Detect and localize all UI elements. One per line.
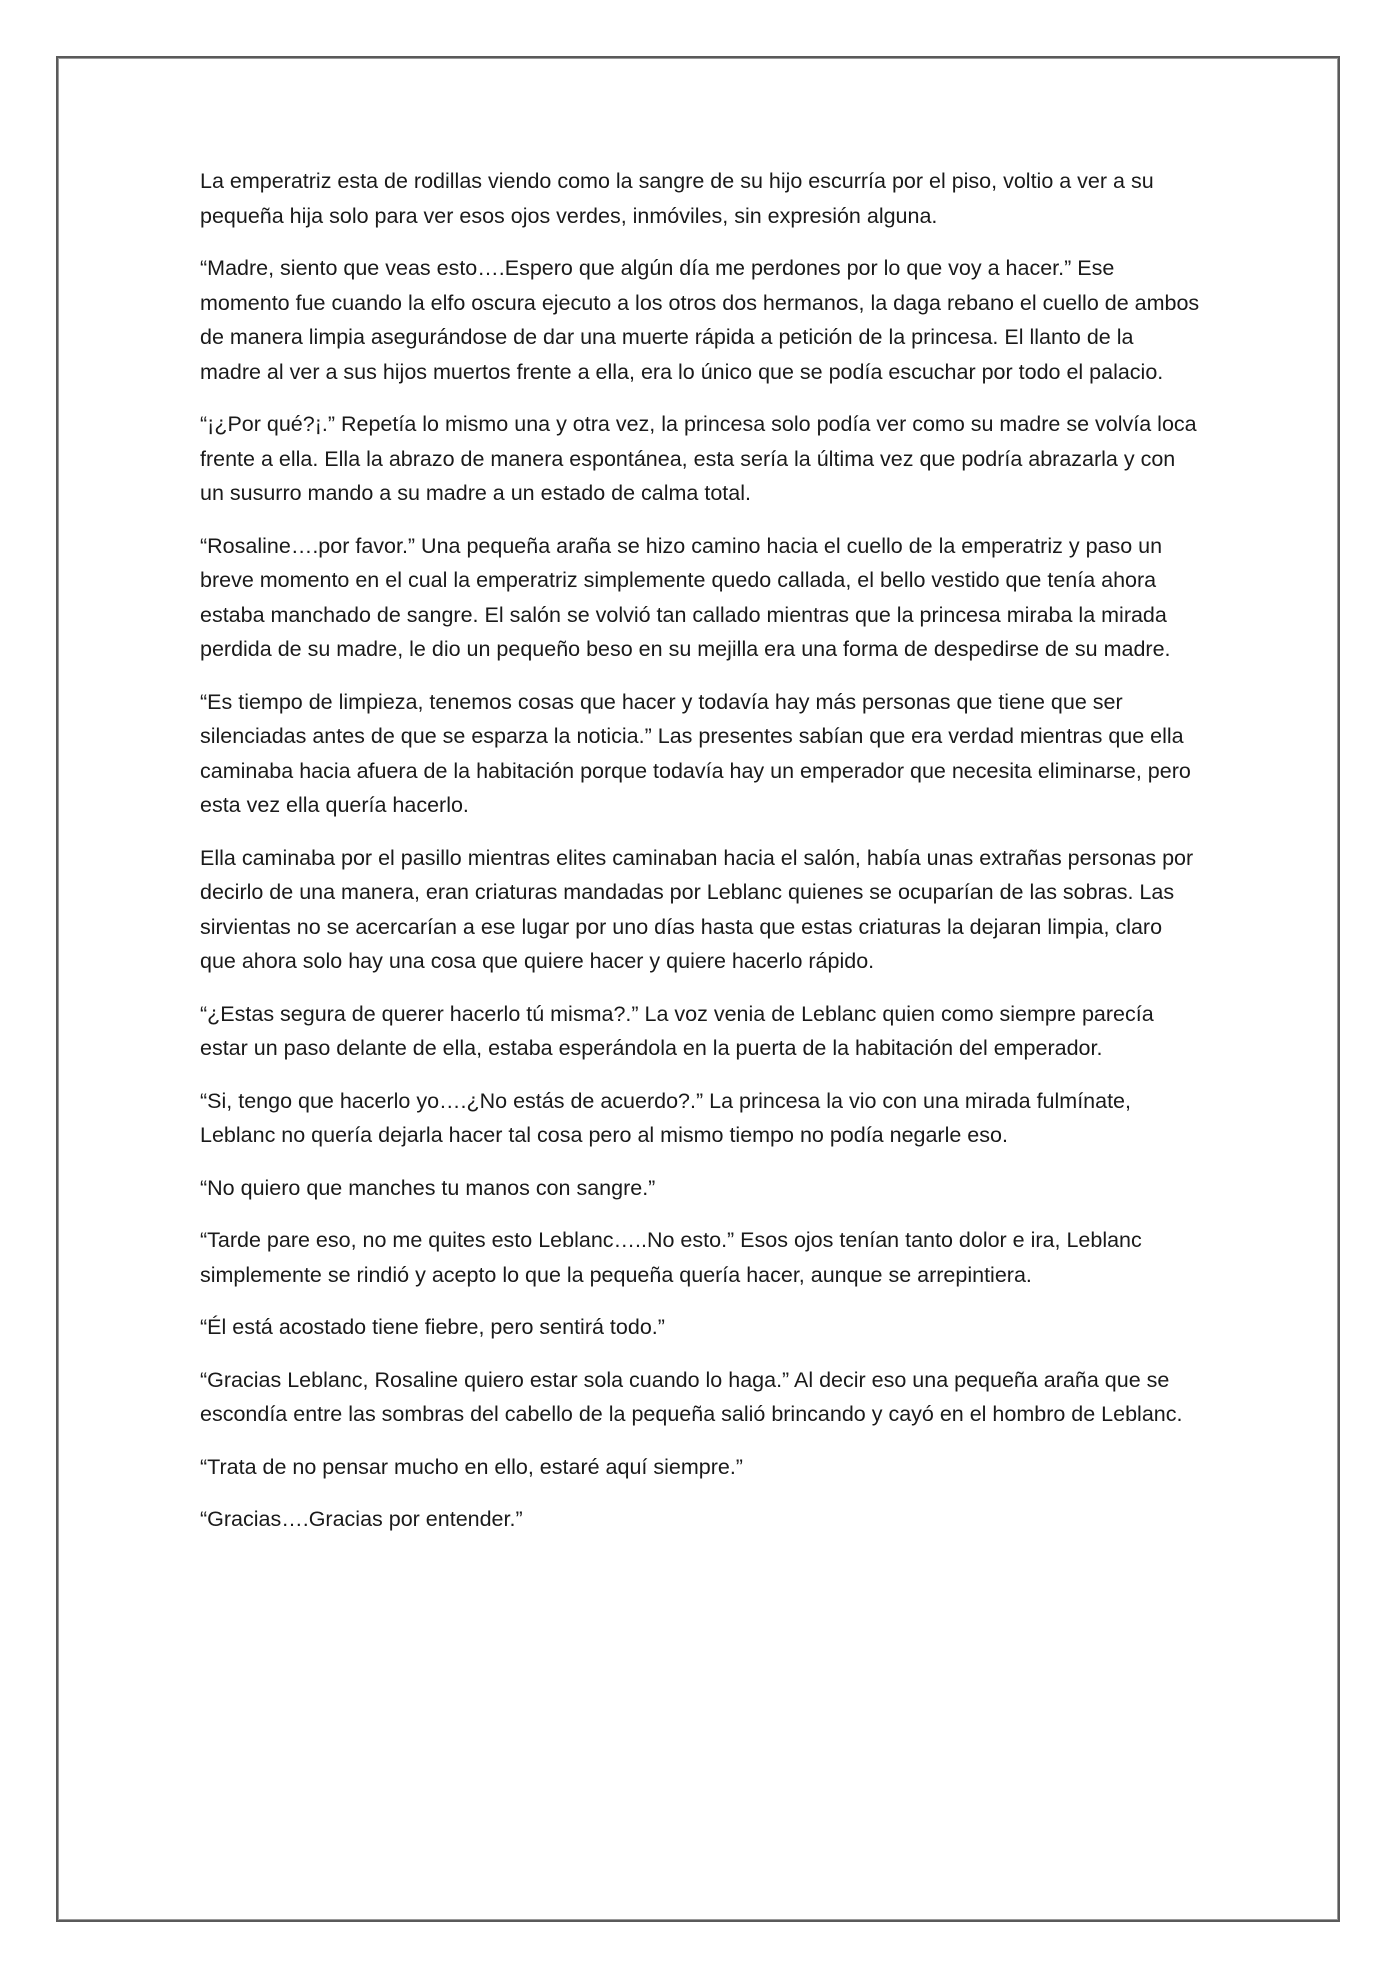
paragraph-13: “Trata de no pensar mucho en ello, estaré aquí siempre.” [200, 1454, 743, 1479]
paragraph-1: La emperatriz esta de rodillas viendo como la sangre de su hijo escurría por el piso, voltio a ver a su pequeña hija solo para ver esos ojos verdes, inmóviles, sin expresión alguna. [200, 169, 1154, 228]
paragraph-7: “¿Estas segura de querer hacerlo tú misma?.” La voz venia de Leblanc quien como siempre parecía estar un paso delante de ella, estaba esperándola en la puerta de la habitación del emperador. [200, 1001, 1154, 1060]
paragraph-3: “¡¿Por qué?¡.” Repetía lo mismo una y otra vez, la princesa solo podía ver como su madre se volvía loca frente a ella. Ella la abrazo de manera espontánea, esta sería la última vez que podría abrazarla y con un susurro mando a su madre a un estado de calma total. [200, 412, 1197, 505]
paragraph-14: “Gracias….Gracias por entender.” [200, 1507, 523, 1531]
paragraph-9: “No quiero que manches tu manos con sangre.” [200, 1175, 656, 1200]
document-body [200, 164, 1200, 1555]
paragraph-6: Ella caminaba por el pasillo mientras elites caminaban hacia el salón, había unas extrañas personas por decirlo de una manera, eran criaturas mandadas por Leblanc quienes se ocuparían de las sobras. Las sirvientas no se acercarían a ese lugar por uno días hasta que estas criaturas la dejaran limpia, claro que ahora solo hay una cosa que quiere hacer y quiere hacerlo rápido. [200, 845, 1194, 973]
paragraph-2: “Madre, siento que veas esto….Espero que algún día me perdones por lo que voy a hacer.” Ese momento fue cuando la elfo oscura ejecuto a los otros dos hermanos, la daga rebano el cuello de ambos de manera limpia asegurándose de dar una muerte rápida a petición de la princesa. El llanto de la madre al ver a sus hijos muertos frente a ella, era lo único que se podía escuchar por todo el palacio. [200, 256, 1200, 384]
paragraph-12: “Gracias Leblanc, Rosaline quiero estar sola cuando lo haga.” Al decir eso una pequeña araña que se escondía entre las sombras del cabello de la pequeña salió brincando y cayó en el hombro de Leblanc. [200, 1367, 1183, 1426]
paragraph-4: “Rosaline….por favor.” Una pequeña araña se hizo camino hacia el cuello de la emperatriz y paso un breve momento en el cual la emperatriz simplemente quedo callada, el bello vestido que tenía ahora estaba manchado de sangre. El salón se volvió tan callado mientras que la princesa miraba la mirada perdida de su madre, le dio un pequeño beso en su mejilla era una forma de despedirse de su madre. [200, 533, 1171, 661]
paragraph-10: “Tarde pare eso, no me quites esto Leblanc…..No esto.” Esos ojos tenían tanto dolor e ira, Leblanc simplemente se rindió y acepto lo que la pequeña quería hacer, aunque se arrepintiera. [200, 1228, 1142, 1287]
paragraph-11: “Él está acostado tiene fiebre, pero sentirá todo.” [200, 1315, 665, 1339]
paragraph-5: “Es tiempo de limpieza, tenemos cosas que hacer y todavía hay más personas que tiene que ser silenciadas antes de que se esparza la noticia.” Las presentes sabían que era verdad mientras que ella caminaba hacia afuera de la habitación porque todavía hay un emperador que necesita eliminarse, pero esta vez ella quería hacerlo. [200, 689, 1191, 817]
paragraph-8: “Si, tengo que hacerlo yo….¿No estás de acuerdo?.” La princesa la vio con una mirada fulmínate, Leblanc no quería dejarla hacer tal cosa pero al mismo tiempo no podía negarle eso. [200, 1088, 1131, 1147]
